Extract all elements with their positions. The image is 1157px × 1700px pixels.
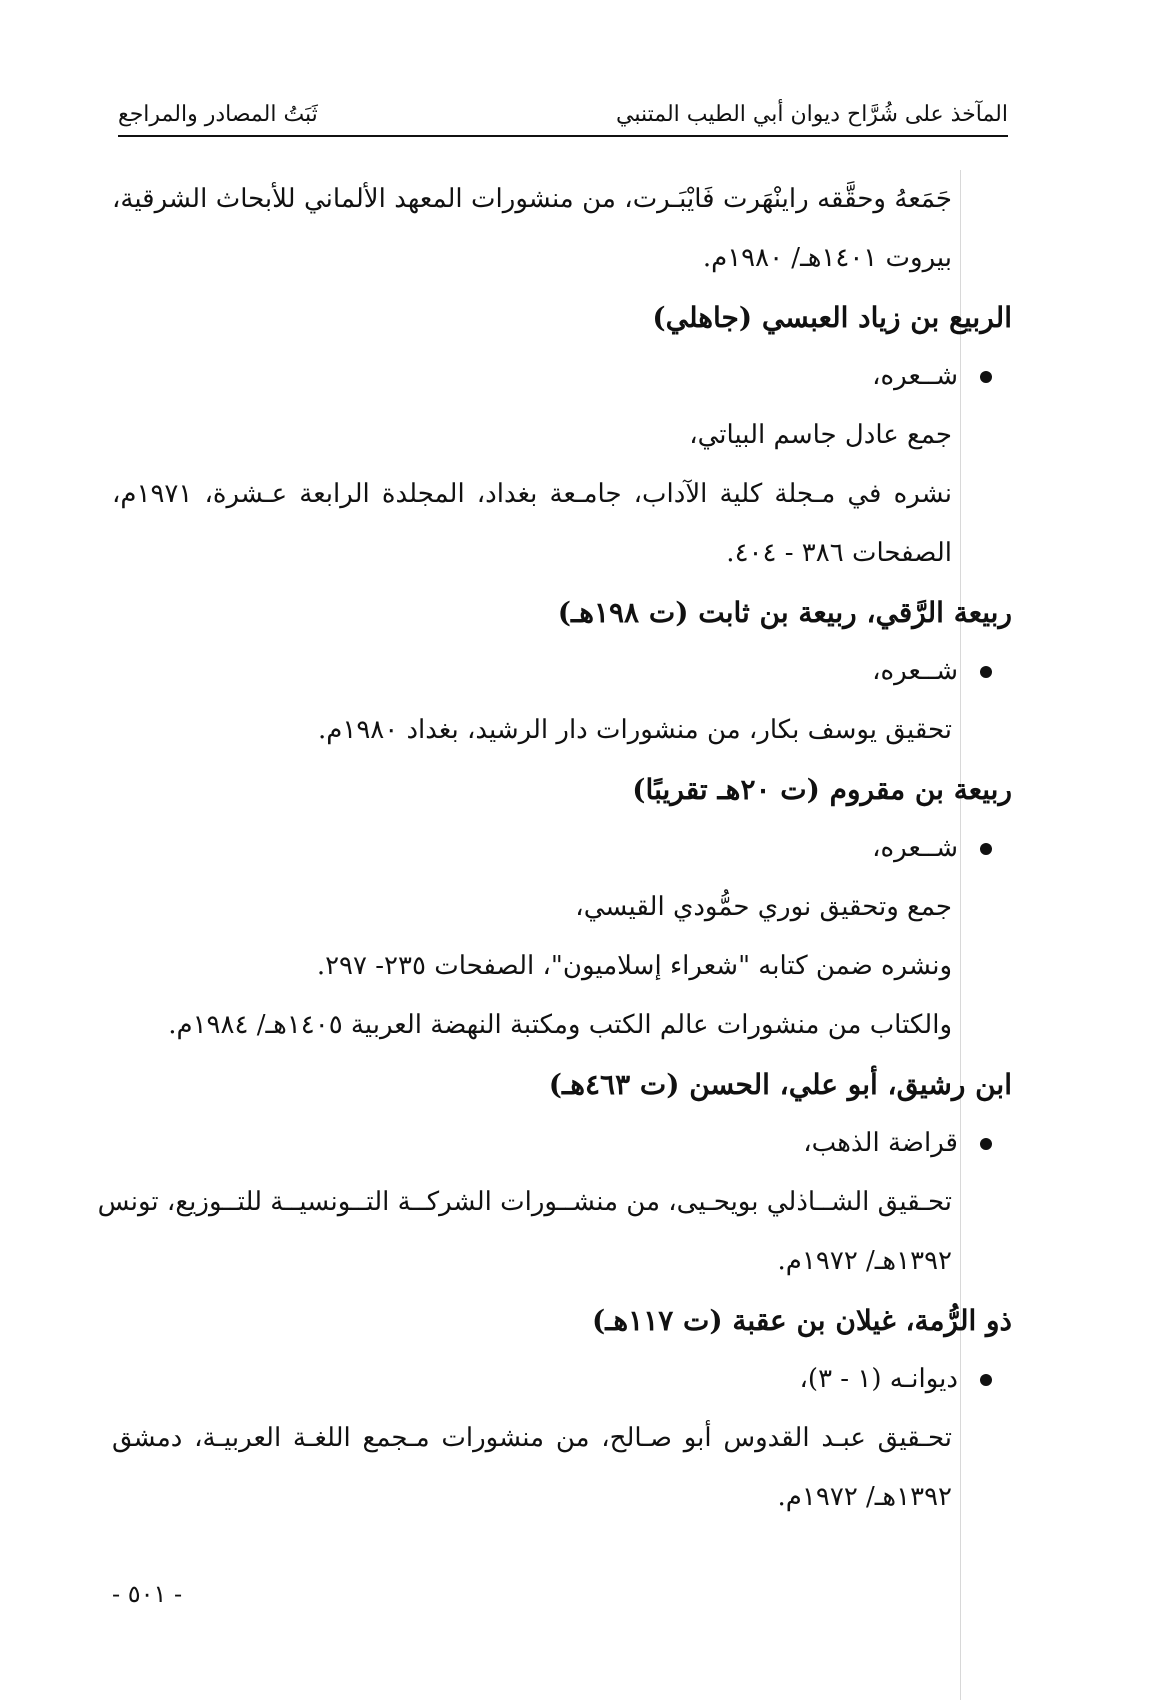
entry-text: ونشره ضمن كتابه "شعراء إسلاميون"، الصفحات ٢٣٥- ٢٩٧.	[316, 951, 952, 981]
bullet-icon	[980, 1138, 992, 1150]
work-title: شــعره،	[872, 361, 958, 391]
work-title: شــعره،	[872, 656, 958, 686]
work-title-row	[112, 819, 1012, 878]
work-title-row	[112, 347, 1012, 406]
work-title-row	[112, 642, 1012, 701]
header-book-title: المآخذ على شُرَّاح ديوان أبي الطيب المتنبي	[616, 102, 1008, 127]
author-heading: ابن رشيق، أبو علي، الحسن (ت ٤٦٣هـ)	[548, 1068, 1012, 1101]
work-title: ديوانـه (١ - ٣)،	[799, 1364, 958, 1394]
work-title: شــعره،	[872, 833, 958, 863]
page-number: - ٥٠١ -	[112, 1580, 183, 1608]
entry-text: الصفحات ٣٨٦ - ٤٠٤.	[726, 538, 952, 568]
author-heading: ربيعة الرَّقي، ربيعة بن ثابت (ت ١٩٨هـ)	[557, 596, 1012, 629]
entry-text: نشره في مـجلة كلية الآداب، جامـعة بغداد، المجلدة الرابعة عـشرة، ١٩٧١م،	[112, 479, 952, 509]
entry-text: تحقيق يوسف بكار، من منشورات دار الرشيد، بغداد ١٩٨٠م.	[317, 715, 952, 745]
author-heading: الربيع بن زياد العبسي (جاهلي)	[652, 301, 1012, 334]
entry-text: جمع وتحقيق نوري حمُّودي القيسي،	[575, 892, 952, 922]
work-title-row	[112, 1114, 1012, 1173]
entry-text: بيروت ١٤٠١هـ/ ١٩٨٠م.	[702, 243, 952, 273]
entry-text: جمع عادل جاسم البياتي،	[689, 420, 952, 450]
entry-text: ١٣٩٢هـ/ ١٩٧٢م.	[777, 1482, 952, 1512]
entry-text: تحـقيق عبـد القدوس أبو صـالح، من منشورات مـجمع اللغـة العربيـة، دمشق	[112, 1423, 952, 1453]
bullet-icon	[980, 371, 992, 383]
entry-text: ١٣٩٢هـ/ ١٩٧٢م.	[777, 1246, 952, 1276]
bullet-icon	[980, 1374, 992, 1386]
entry-text: تحـقيق الشــاذلي بويحـيى، من منشــورات الشركــة التــونسيــة للتــوزيع، تونس	[97, 1187, 952, 1217]
entry-text: جَمَعهُ وحقَّقه راينْهَرت فَايْبَـرت، من منشورات المعهد الألماني للأبحاث الشرقية،	[112, 184, 952, 214]
running-header	[118, 95, 1008, 137]
author-heading: ربيعة بن مقروم (ت ٢٠هـ تقريبًا)	[632, 773, 1012, 806]
work-title: قراضة الذهب،	[803, 1128, 958, 1158]
bullet-icon	[980, 843, 992, 855]
bibliography-list	[97, 170, 1012, 1527]
entry-text: والكتاب من منشورات عالم الكتب ومكتبة النهضة العربية ١٤٠٥هـ/ ١٩٨٤م.	[168, 1010, 952, 1040]
header-section-title: ثَبَتُ المصادر والمراجع	[118, 102, 318, 127]
bullet-icon	[980, 666, 992, 678]
work-title-row	[112, 1350, 1012, 1409]
author-heading: ذو الرُّمة، غيلان بن عقبة (ت ١١٧هـ)	[591, 1304, 1012, 1337]
